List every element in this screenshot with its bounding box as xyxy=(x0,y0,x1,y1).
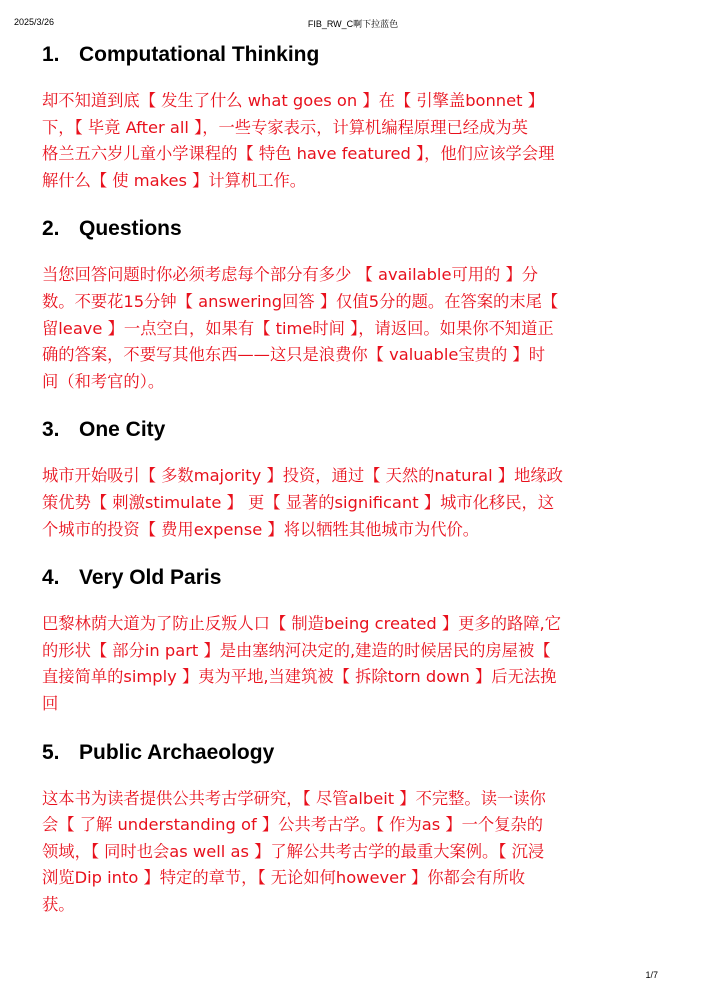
section-heading xyxy=(42,736,617,770)
document-title: FIB_RW_C啊下拉蓝色 xyxy=(307,19,399,29)
paragraph-line: 解什么【 使 makes 】计算机工作。 xyxy=(42,170,307,190)
paragraph-line: 获。 xyxy=(42,894,75,914)
section-paragraph xyxy=(42,786,617,919)
page-number: 1/7 xyxy=(645,970,658,980)
section-very-old-paris xyxy=(42,561,617,717)
section-title: Questions xyxy=(79,217,182,241)
section-number: 4. xyxy=(42,566,60,590)
paragraph-line: 的形状【 部分in part 】是由塞纳河决定的,建造的时候居民的房屋被【 xyxy=(42,640,551,660)
page-content xyxy=(42,38,617,936)
section-number: 3. xyxy=(42,418,60,442)
section-title: Public Archaeology xyxy=(79,740,275,764)
paragraph-line: 城市开始吸引【 多数majority 】投资，通过【 天然的natural 】地缘政 xyxy=(42,466,563,486)
section-title: Very Old Paris xyxy=(79,566,222,590)
paragraph-line: 领域，【 同时也会as well as 】了解公共考古学的最重大案例。【 沉浸 xyxy=(42,841,545,861)
section-number: 5. xyxy=(42,740,60,764)
paragraph-line: 格兰五六岁儿童小学课程的【 特色 have featured 】，他们应该学会理 xyxy=(42,144,555,164)
section-paragraph xyxy=(42,463,617,543)
section-heading xyxy=(42,561,617,595)
paragraph-line: 这本书为读者提供公共考古学研究，【 尽管albeit 】不完整。读一读你 xyxy=(42,788,546,808)
paragraph-line: 会【 了解 understanding of 】公共考古学。【 作为as 】一个复杂的 xyxy=(42,815,544,835)
section-heading xyxy=(42,212,617,246)
paragraph-line: 策优势【 刺激stimulate 】 更【 显著的significant 】城市化移民，这 xyxy=(42,492,555,512)
print-date: 2025/3/26 xyxy=(14,17,55,27)
print-header xyxy=(0,17,706,31)
paragraph-line: 留leave 】一点空白，如果有【 time时间 】，请返回。如果你不知道正 xyxy=(42,318,554,338)
paragraph-line: 却不知道到底【 发生了什么 what goes on 】在【 引擎盖bonnet 】 xyxy=(42,91,544,110)
section-title: One City xyxy=(79,418,166,442)
paragraph-line: 巴黎林荫大道为了防止反叛人口【 制造being created 】更多的路障,它 xyxy=(42,614,561,634)
paragraph-line: 确的答案，不要写其他东西——这只是浪费你【 valuable宝贵的 】时 xyxy=(42,345,545,365)
section-number: 2. xyxy=(42,217,60,241)
section-paragraph xyxy=(42,262,617,395)
section-heading xyxy=(42,38,617,72)
section-paragraph xyxy=(42,611,617,717)
paragraph-line: 间（和考官的）。 xyxy=(42,371,165,391)
paragraph-line: 当您回答问题时你必须考虑每个部分有多少 【 available可用的 】分 xyxy=(42,265,539,285)
section-public-archaeology xyxy=(42,736,617,919)
section-computational-thinking xyxy=(42,38,617,194)
paragraph-line: 直接简单的simply 】夷为平地,当建筑被【 拆除torn down 】后无法挽 xyxy=(42,667,557,687)
section-questions xyxy=(42,212,617,395)
paragraph-line: 数。不要花15分钟【 answering回答 】仅值5分的题。在答案的末尾【 xyxy=(42,291,559,311)
section-paragraph xyxy=(42,88,617,194)
section-heading xyxy=(42,413,617,447)
paragraph-line: 回 xyxy=(42,693,59,713)
paragraph-line: 个城市的投资【 费用expense 】将以牺牲其他城市为代价。 xyxy=(42,519,480,539)
section-number: 1. xyxy=(42,43,60,66)
section-one-city xyxy=(42,413,617,543)
section-title: Computational Thinking xyxy=(79,43,320,66)
paragraph-line: 浏览Dip into 】特定的章节，【 无论如何however 】你都会有所收 xyxy=(42,868,526,888)
paragraph-line: 下，【 毕竟 After all 】，一些专家表示，计算机编程原理已经成为英 xyxy=(42,117,528,137)
